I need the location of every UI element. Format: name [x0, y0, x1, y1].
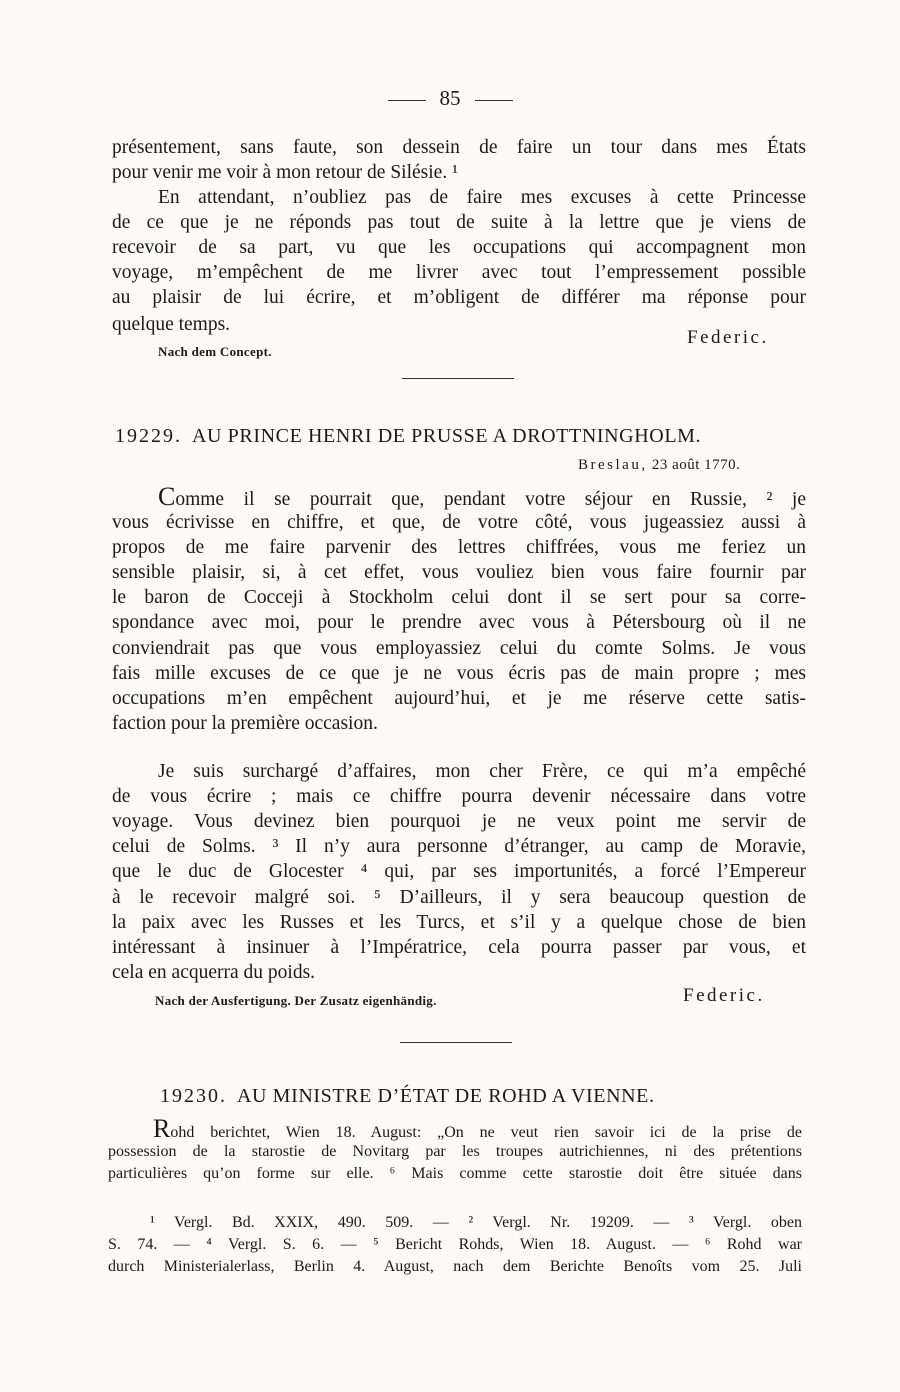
signature: Federic.: [687, 327, 769, 348]
source-note: Nach der Ausfertigung. Der Zusatz eigenhändig.: [155, 993, 437, 1008]
source-note: Nach dem Concept.: [158, 344, 272, 359]
body-line: occupations m’en empêchent aujourd’hui, et je me réserve cette satis-: [112, 688, 806, 709]
page-number-dash-left: [388, 100, 426, 101]
body-line: que le duc de Glocester ⁴ qui, par ses importunités, a forcé l’Empereur: [112, 861, 806, 882]
body-line: le baron de Cocceji à Stockholm celui dont il se sert pour sa corre-: [112, 587, 806, 608]
body-line: celui de Solms. ³ Il n’y aura personne d’étranger, au camp de Moravie,: [112, 836, 806, 857]
summary-line-text: ohd berichtet, Wien 18. August: „On ne veut rien savoir ici de la prise de: [170, 1124, 802, 1141]
body-line: [158, 484, 806, 512]
summary-line: particulières qu’on forme sur elle. ⁶ Mais comme cette starostie doit être située dans: [108, 1165, 802, 1182]
body-line: propos de me faire parvenir des lettres chiffrées, vous me feriez un: [112, 537, 806, 558]
body-line: fais mille excuses de ce que je ne vous écris pas de main propre ; mes: [112, 663, 806, 684]
section-divider: [400, 1042, 512, 1043]
footnote-line: S. 74. — ⁴ Vergl. S. 6. — ⁵ Bericht Rohds, Wien 18. August. — ⁶ Rohd war: [108, 1236, 802, 1253]
section-divider: [402, 378, 514, 379]
summary-line: possession de la starostie de Novitarg par les troupes autrichiennes, ni des prétentions: [108, 1143, 802, 1160]
page-number-value: 85: [439, 86, 461, 110]
body-line: pour venir me voir à mon retour de Silésie. ¹: [112, 162, 458, 183]
body-line: au plaisir de lui écrire, et m’obligent de différer ma réponse pour: [112, 287, 806, 308]
body-line: de ce que je ne réponds pas tout de suite à la lettre que je viens de: [112, 212, 806, 233]
body-line: voyage, m’empêchent de me livrer avec tout l’empressement possible: [112, 262, 806, 283]
body-line: En attendant, n’oubliez pas de faire mes excuses à cette Princesse: [158, 187, 806, 208]
body-line: à le recevoir malgré soi. ⁵ D’ailleurs, il y sera beaucoup question de: [112, 887, 806, 908]
drop-initial: R: [153, 1114, 171, 1143]
body-line: faction pour la première occasion.: [112, 713, 378, 734]
body-line: conviendrait pas que vous employassiez celui du comte Solms. Je vous: [112, 638, 806, 659]
place: Breslau,: [578, 457, 648, 473]
letter-heading: [160, 1085, 655, 1108]
place-date: [578, 457, 740, 474]
letter-number: 19230.: [160, 1085, 227, 1107]
page-number: [0, 86, 900, 111]
body-line-text: omme il se pourrait que, pendant votre séjour en Russie, ² je: [175, 489, 806, 510]
body-line: cela en acquerra du poids.: [112, 962, 316, 983]
body-line: voyage. Vous devinez bien pourquoi je ne veux point me servir de: [112, 811, 806, 832]
body-line: sensible plaisir, si, à cet effet, vous vouliez bien vous faire fournir par: [112, 562, 806, 583]
page-number-dash-right: [475, 100, 513, 101]
letter-title: AU MINISTRE D’ÉTAT DE ROHD A VIENNE.: [237, 1085, 655, 1107]
body-line: quelque temps.: [112, 314, 231, 335]
body-line: recevoir de sa part, vu que les occupations qui accompagnent mon: [112, 237, 806, 258]
body-line: spondance avec moi, pour le prendre avec vous à Pétersbourg où il ne: [112, 612, 806, 633]
date: 23 août 1770.: [651, 457, 741, 473]
footnote-line: ¹ Vergl. Bd. XXIX, 490. 509. — ² Vergl. Nr. 19209. — ³ Vergl. oben: [150, 1214, 802, 1231]
body-line: la paix avec les Russes et les Turcs, et s’il y a quelque chose de bien: [112, 912, 806, 933]
body-line: vous écrivisse en chiffre, et que, de votre côté, vous jugeassiez aussi à: [112, 512, 806, 533]
body-line: présentement, sans faute, son dessein de faire un tour dans mes États: [112, 137, 806, 158]
letter-number: 19229.: [115, 425, 182, 447]
letter-title: AU PRINCE HENRI DE PRUSSE A DROTTNINGHOLM.: [192, 425, 702, 447]
signature: Federic.: [683, 985, 765, 1006]
footnote-line: durch Ministerialerlass, Berlin 4. August, nach dem Berichte Benoîts vom 25. Juli: [108, 1258, 802, 1275]
summary-line: [153, 1114, 802, 1143]
letter-heading: [115, 425, 701, 448]
body-line: intéressant à insinuer à l’Impératrice, cela pourra passer par vous, et: [112, 937, 806, 958]
drop-initial: C: [158, 482, 176, 511]
body-line: Je suis surchargé d’affaires, mon cher Frère, ce qui m’a empêché: [158, 761, 806, 782]
body-line: de vous écrire ; mais ce chiffre pourra devenir nécessaire dans votre: [112, 786, 806, 807]
